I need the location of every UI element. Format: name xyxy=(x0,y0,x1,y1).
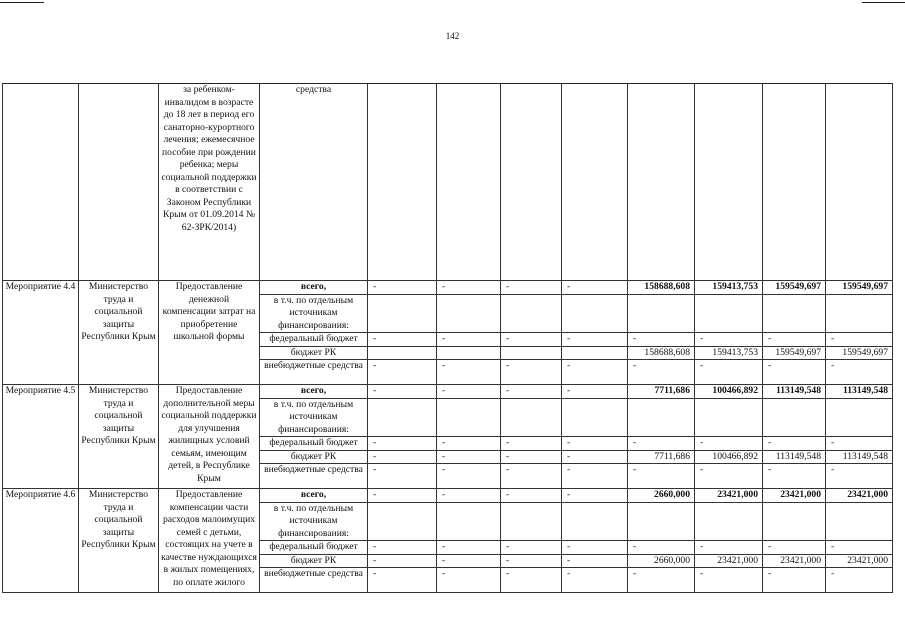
value-cell: - xyxy=(763,333,826,347)
measure-description: Предоставление компенсации части расходов малоимущих семей с детьми, состоящих на учете в качестве нуждающихся в жилых помещениях, по оплате жилого xyxy=(159,489,260,593)
measure-executor: Министерство труда и социальной защиты Республики Крым xyxy=(79,281,159,385)
value-cell: - xyxy=(501,541,562,555)
value-cell: - xyxy=(562,464,628,489)
value-cell: - xyxy=(628,360,695,385)
value-cell: - xyxy=(763,437,826,451)
value-cell: - xyxy=(763,541,826,555)
value-cell: 7711,686 xyxy=(628,385,695,399)
value-cell: - xyxy=(368,281,437,295)
funding-source: федеральный бюджет xyxy=(260,333,368,347)
value-cell xyxy=(826,294,893,333)
value-cell xyxy=(826,398,893,437)
value-cell: - xyxy=(562,333,628,347)
value-cell xyxy=(562,346,628,360)
value-cell: 159413,753 xyxy=(695,346,763,360)
funding-source: бюджет РК xyxy=(260,450,368,464)
value-cell: - xyxy=(826,464,893,489)
funding-source: в т.ч. по отдельным источникам финансирования: xyxy=(260,502,368,541)
table-row xyxy=(3,489,893,503)
value-cell: - xyxy=(368,568,437,593)
value-cell: - xyxy=(437,360,501,385)
value-cell: - xyxy=(628,437,695,451)
value-cell: - xyxy=(562,450,628,464)
measure-executor: Министерство труда и социальной защиты Республики Крым xyxy=(79,385,159,489)
value-cell: - xyxy=(763,464,826,489)
value-cell: - xyxy=(562,541,628,555)
value-cell: - xyxy=(501,437,562,451)
value-cell: 23421,000 xyxy=(763,489,826,503)
value-cell: - xyxy=(368,385,437,399)
value-cell: 23421,000 xyxy=(695,554,763,568)
value-cell: 113149,548 xyxy=(763,385,826,399)
cell-empty xyxy=(437,84,501,281)
value-cell: - xyxy=(695,333,763,347)
value-cell: - xyxy=(501,360,562,385)
value-cell: 2660,000 xyxy=(628,554,695,568)
value-cell: - xyxy=(437,281,501,295)
value-cell: 113149,548 xyxy=(763,450,826,464)
measure-executor: Министерство труда и социальной защиты Республики Крым xyxy=(79,489,159,593)
value-cell: - xyxy=(562,437,628,451)
value-cell: 159549,697 xyxy=(763,281,826,295)
value-cell: - xyxy=(763,360,826,385)
value-cell xyxy=(368,502,437,541)
value-cell: 158688,608 xyxy=(628,346,695,360)
value-cell: - xyxy=(826,541,893,555)
value-cell: - xyxy=(368,333,437,347)
value-cell: - xyxy=(501,489,562,503)
value-cell: 113149,548 xyxy=(826,385,893,399)
table-body xyxy=(3,84,893,593)
table-row xyxy=(3,385,893,399)
value-cell: - xyxy=(562,568,628,593)
cell-empty xyxy=(628,84,695,281)
value-cell: - xyxy=(562,554,628,568)
value-cell xyxy=(501,398,562,437)
value-cell: - xyxy=(628,464,695,489)
value-cell xyxy=(368,346,437,360)
funding-source: всего, xyxy=(260,281,368,295)
value-cell: - xyxy=(628,333,695,347)
measure-name: Мероприятие 4.5 xyxy=(3,385,79,489)
table-row xyxy=(3,281,893,295)
value-cell: - xyxy=(501,554,562,568)
value-cell: - xyxy=(368,541,437,555)
value-cell xyxy=(628,398,695,437)
budget-table xyxy=(2,83,893,593)
value-cell xyxy=(628,294,695,333)
value-cell xyxy=(501,502,562,541)
value-cell: - xyxy=(826,360,893,385)
cell-empty xyxy=(3,84,79,281)
funding-source: бюджет РК xyxy=(260,554,368,568)
value-cell: - xyxy=(562,281,628,295)
value-cell: - xyxy=(562,385,628,399)
value-cell: - xyxy=(368,464,437,489)
value-cell: - xyxy=(501,333,562,347)
value-cell: - xyxy=(826,333,893,347)
value-cell: - xyxy=(437,541,501,555)
table-row-continuation xyxy=(3,84,893,281)
value-cell: - xyxy=(826,437,893,451)
value-cell: - xyxy=(437,568,501,593)
continuation-description: за ребенком-инвалидом в возрасте до 18 лет в период его санаторно-курортного лечения; ежемесячное пособие при рождении ребенка; меры социальной поддержки в соответствии с Законом Республики Крым от 01.09.2014 № 62-ЗРК/2014) xyxy=(159,84,260,281)
value-cell xyxy=(695,398,763,437)
value-cell: - xyxy=(695,437,763,451)
funding-source: в т.ч. по отдельным источникам финансирования: xyxy=(260,398,368,437)
value-cell: - xyxy=(501,568,562,593)
value-cell xyxy=(695,502,763,541)
value-cell xyxy=(501,346,562,360)
value-cell: - xyxy=(368,360,437,385)
value-cell: - xyxy=(695,541,763,555)
value-cell: 23421,000 xyxy=(763,554,826,568)
value-cell: - xyxy=(501,385,562,399)
cell-empty xyxy=(501,84,562,281)
value-cell: 100466,892 xyxy=(695,385,763,399)
value-cell: - xyxy=(562,489,628,503)
value-cell: 23421,000 xyxy=(695,489,763,503)
cell-empty xyxy=(562,84,628,281)
value-cell: 159549,697 xyxy=(826,281,893,295)
value-cell xyxy=(437,346,501,360)
value-cell: - xyxy=(562,360,628,385)
cell-empty xyxy=(368,84,437,281)
top-rule-left xyxy=(0,2,44,3)
cell-empty xyxy=(79,84,159,281)
value-cell: - xyxy=(628,568,695,593)
value-cell: - xyxy=(437,489,501,503)
cell-empty xyxy=(763,84,826,281)
value-cell: 23421,000 xyxy=(826,554,893,568)
value-cell: - xyxy=(695,568,763,593)
value-cell: 158688,608 xyxy=(628,281,695,295)
value-cell: 113149,548 xyxy=(826,450,893,464)
value-cell: - xyxy=(437,333,501,347)
value-cell: 23421,000 xyxy=(826,489,893,503)
funding-source: всего, xyxy=(260,385,368,399)
value-cell xyxy=(562,502,628,541)
value-cell: 159549,697 xyxy=(826,346,893,360)
value-cell: - xyxy=(437,464,501,489)
funding-source: федеральный бюджет xyxy=(260,437,368,451)
value-cell: - xyxy=(501,281,562,295)
measure-name: Мероприятие 4.6 xyxy=(3,489,79,593)
value-cell: - xyxy=(368,437,437,451)
value-cell: - xyxy=(437,385,501,399)
value-cell: 7711,686 xyxy=(628,450,695,464)
value-cell: 159413,753 xyxy=(695,281,763,295)
continuation-source: средства xyxy=(260,84,368,281)
value-cell: - xyxy=(695,360,763,385)
value-cell: - xyxy=(437,450,501,464)
value-cell xyxy=(437,294,501,333)
page-number: 142 xyxy=(445,31,460,41)
value-cell: - xyxy=(501,450,562,464)
value-cell xyxy=(562,294,628,333)
value-cell xyxy=(826,502,893,541)
funding-source: внебюджетные средства xyxy=(260,568,368,593)
value-cell xyxy=(437,502,501,541)
funding-source: федеральный бюджет xyxy=(260,541,368,555)
funding-source: всего, xyxy=(260,489,368,503)
measure-description: Предоставление денежной компенсации затрат на приобретение школьной формы xyxy=(159,281,260,385)
value-cell xyxy=(763,398,826,437)
value-cell xyxy=(437,398,501,437)
value-cell xyxy=(628,502,695,541)
value-cell: - xyxy=(695,464,763,489)
value-cell: - xyxy=(368,450,437,464)
funding-source: внебюджетные средства xyxy=(260,360,368,385)
value-cell: 100466,892 xyxy=(695,450,763,464)
value-cell: - xyxy=(826,568,893,593)
measure-name: Мероприятие 4.4 xyxy=(3,281,79,385)
value-cell xyxy=(763,502,826,541)
value-cell xyxy=(763,294,826,333)
cell-empty xyxy=(695,84,763,281)
value-cell: 159549,697 xyxy=(763,346,826,360)
value-cell xyxy=(562,398,628,437)
cell-empty xyxy=(826,84,893,281)
top-rule-right xyxy=(862,2,905,3)
value-cell: - xyxy=(368,554,437,568)
value-cell xyxy=(368,398,437,437)
value-cell xyxy=(501,294,562,333)
value-cell: - xyxy=(368,489,437,503)
value-cell: - xyxy=(501,464,562,489)
value-cell: 2660,000 xyxy=(628,489,695,503)
value-cell: - xyxy=(628,541,695,555)
value-cell: - xyxy=(763,568,826,593)
funding-source: внебюджетные средства xyxy=(260,464,368,489)
value-cell xyxy=(695,294,763,333)
funding-source: в т.ч. по отдельным источникам финансирования: xyxy=(260,294,368,333)
funding-source: бюджет РК xyxy=(260,346,368,360)
measure-description: Предоставление дополнительной меры социальной поддержки для улучшения жилищных условий семьям, имеющим детей, в Республике Крым xyxy=(159,385,260,489)
value-cell: - xyxy=(437,554,501,568)
value-cell: - xyxy=(437,437,501,451)
value-cell xyxy=(368,294,437,333)
